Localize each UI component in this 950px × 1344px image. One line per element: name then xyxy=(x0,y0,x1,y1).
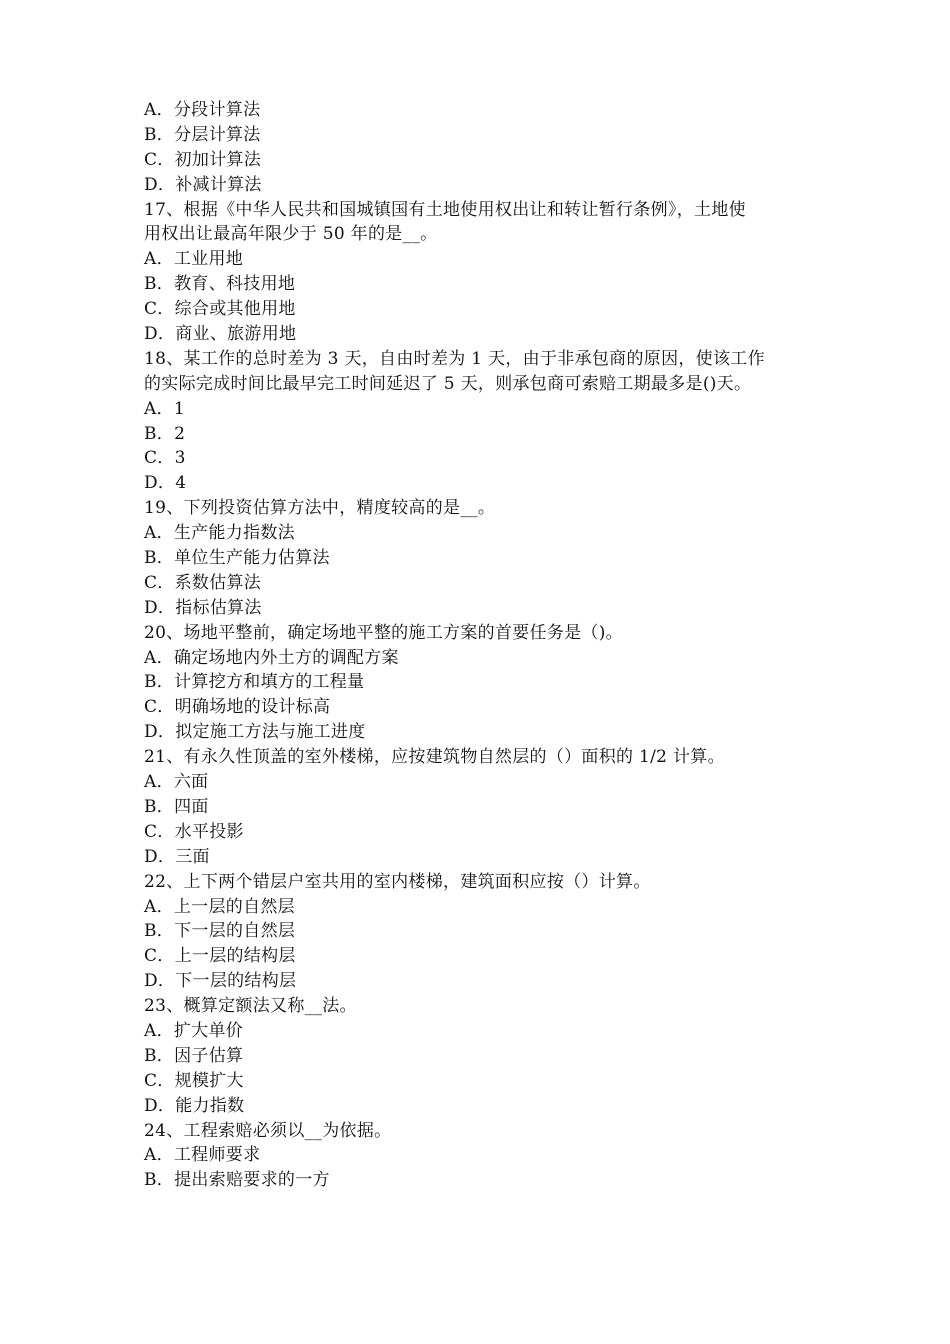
answer-option: B．因子估算 xyxy=(144,1045,244,1066)
answer-option: C．明确场地的设计标高 xyxy=(144,697,331,718)
answer-option: A．六面 xyxy=(144,772,209,793)
answer-option: C．初加计算法 xyxy=(144,149,262,170)
answer-option: A．工业用地 xyxy=(144,249,244,270)
answer-option: D．下一层的结构层 xyxy=(144,971,297,992)
answer-option: D．能力指数 xyxy=(144,1095,245,1116)
answer-option: A．1 xyxy=(144,398,185,419)
answer-option: B．计算挖方和填方的工程量 xyxy=(144,672,365,693)
answer-option: A．扩大单价 xyxy=(144,1020,244,1041)
answer-option: B．教育、科技用地 xyxy=(144,274,296,295)
answer-option: D．商业、旅游用地 xyxy=(144,324,297,345)
question-text-line: 的实际完成时间比最早完工时间延迟了 5 天，则承包商可索赔工期最多是()天。 xyxy=(144,373,752,394)
question-text-line: 24、工程索赔必须以__为依据。 xyxy=(144,1120,392,1141)
question-text-line: 19、下列投资估算方法中，精度较高的是__。 xyxy=(144,498,496,519)
answer-option: A．工程师要求 xyxy=(144,1145,261,1166)
question-text-line: 用权出让最高年限少于 50 年的是__。 xyxy=(144,224,438,245)
answer-option: D．4 xyxy=(144,473,187,494)
answer-option: C．水平投影 xyxy=(144,821,244,842)
answer-option: B．四面 xyxy=(144,796,209,817)
answer-option: A．上一层的自然层 xyxy=(144,896,295,917)
answer-option: A．分段计算法 xyxy=(144,100,261,120)
answer-option: C．3 xyxy=(144,448,186,469)
answer-option: B．单位生产能力估算法 xyxy=(144,548,330,569)
question-text-line: 23、概算定额法又称__法。 xyxy=(144,996,357,1017)
answer-option: B．分层计算法 xyxy=(144,124,261,145)
answer-option: B．下一层的自然层 xyxy=(144,921,296,942)
question-text-line: 18、某工作的总时差为 3 天，自由时差为 1 天，由于非承包商的原因，使该工作 xyxy=(144,348,765,369)
question-text-line: 21、有永久性顶盖的室外楼梯，应按建筑物自然层的（）面积的 1/2 计算。 xyxy=(144,747,725,768)
question-text-line: 22、上下两个错层户室共用的室内楼梯，建筑面积应按（）计算。 xyxy=(144,871,651,892)
question-text-line: 17、根据《中华人民共和国城镇国有土地使用权出让和转让暂行条例》，土地使 xyxy=(144,199,746,220)
answer-option: D．三面 xyxy=(144,846,210,867)
answer-option: B．2 xyxy=(144,423,186,444)
question-text-line: 20、场地平整前，确定场地平整的施工方案的首要任务是（)。 xyxy=(144,622,623,643)
answer-option: D．补减计算法 xyxy=(144,174,262,195)
answer-option: A．确定场地内外土方的调配方案 xyxy=(144,647,399,668)
answer-option: B．提出索赔要求的一方 xyxy=(144,1170,330,1191)
answer-option: A．生产能力指数法 xyxy=(144,523,295,544)
answer-option: C．规模扩大 xyxy=(144,1070,244,1091)
answer-option: C．上一层的结构层 xyxy=(144,946,296,967)
document-page xyxy=(144,98,812,1193)
answer-option: D．指标估算法 xyxy=(144,597,262,618)
answer-option: D．拟定施工方法与施工进度 xyxy=(144,722,366,743)
answer-option: C．系数估算法 xyxy=(144,572,262,593)
answer-option: C．综合或其他用地 xyxy=(144,299,296,320)
